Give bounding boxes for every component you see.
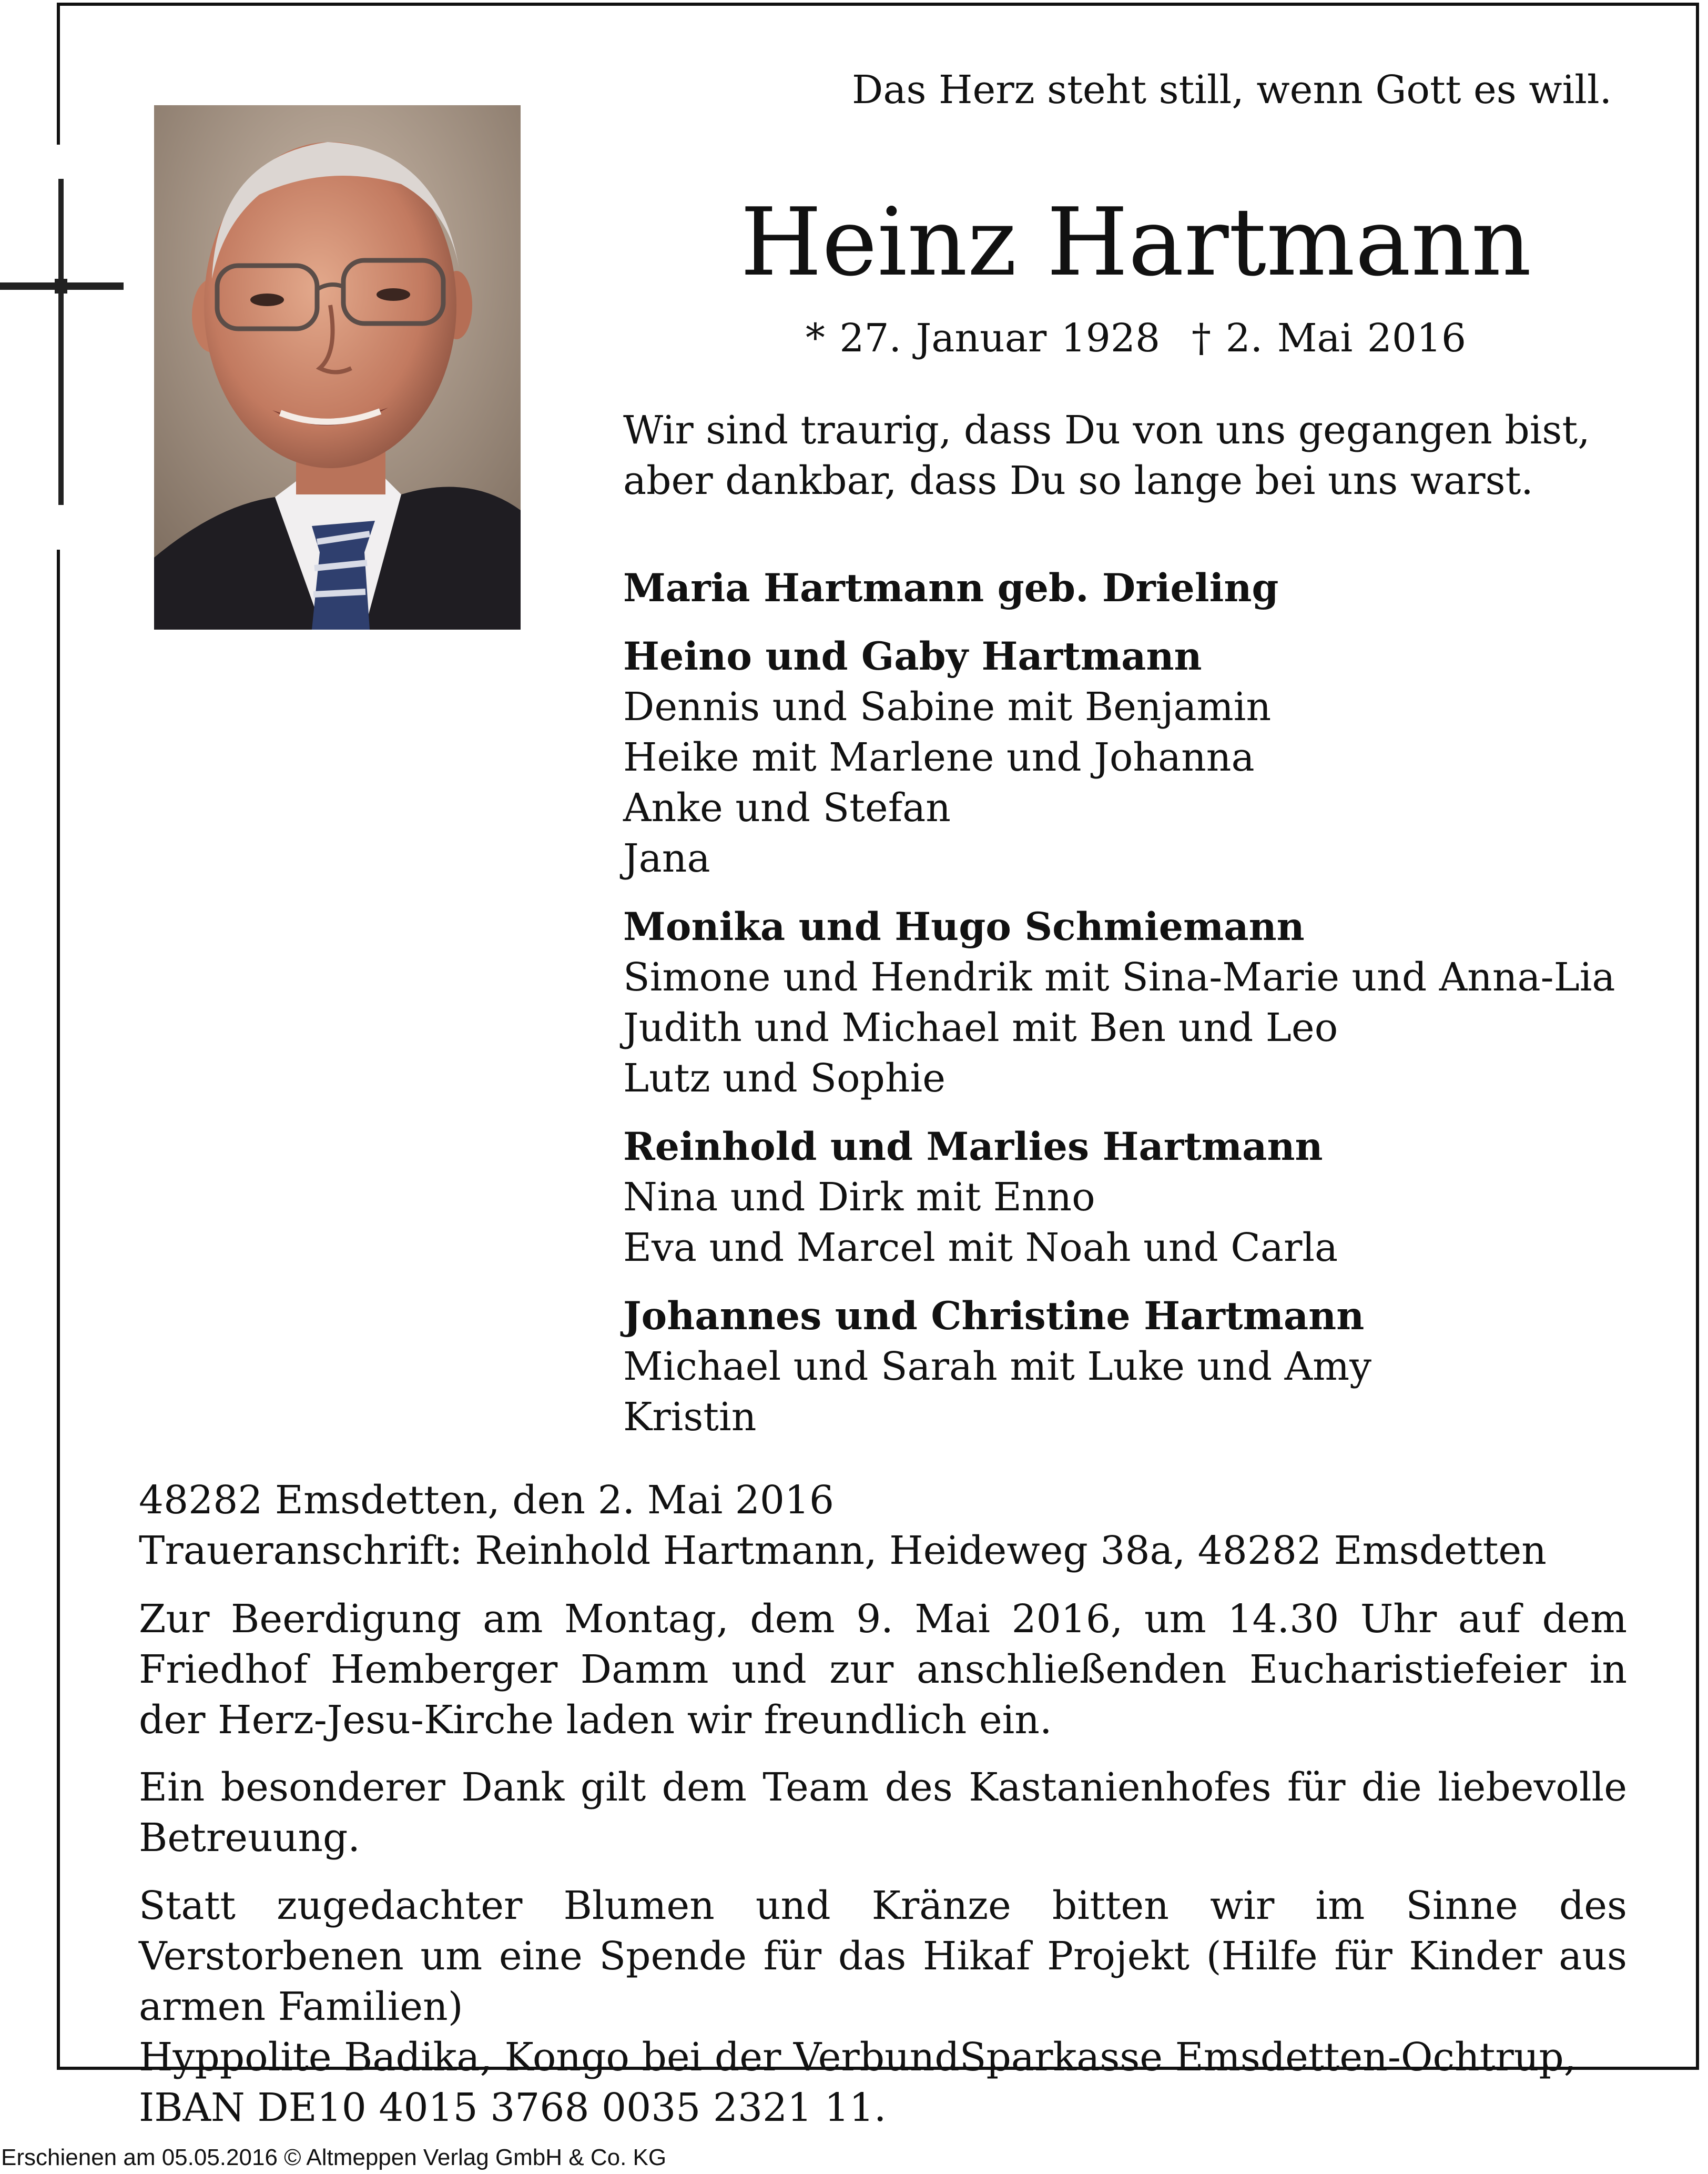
mourner-member: Judith und Michael mit Ben und Leo <box>623 1005 1338 1050</box>
mourner-member: Eva und Marcel mit Noah und Carla <box>623 1225 1338 1270</box>
mourner-group-head: Reinhold und Marlies Hartmann <box>623 1124 1323 1169</box>
mourner-member: Heike mit Marlene und Johanna <box>623 735 1255 780</box>
mourner-group <box>623 902 1615 1104</box>
mourner-group-head: Johannes und Christine Hartmann <box>623 1293 1365 1339</box>
mourner-group <box>623 1291 1615 1442</box>
motto: Das Herz steht still, wenn Gott es will. <box>852 67 1612 113</box>
mourner-member: Michael und Sarah mit Luke und Amy <box>623 1344 1372 1389</box>
birth-date: * 27. Januar 1928 <box>805 316 1161 361</box>
donation-bank: Hyppolite Badika, Kongo bei der VerbundSparkasse Emsdetten-Ochtrup, <box>139 2035 1577 2080</box>
verse-line: Wir sind traurig, dass Du von uns gegangen bist, <box>623 408 1590 453</box>
mourner-group-head: Heino und Gaby Hartmann <box>623 634 1202 679</box>
mourner-member: Anke und Stefan <box>623 785 951 831</box>
death-date: † 2. Mai 2016 <box>1192 316 1467 361</box>
mourners-list <box>623 563 1615 1460</box>
verse-line: aber dankbar, dass Du so lange bei uns warst. <box>623 458 1533 503</box>
portrait-photo <box>154 105 521 630</box>
place-date: 48282 Emsdetten, den 2. Mai 2016 <box>139 1478 835 1523</box>
mourner-group-head: Maria Hartmann geb. Drieling <box>623 565 1279 611</box>
mourner-member: Jana <box>623 836 710 881</box>
mourner-member: Lutz und Sophie <box>623 1056 946 1101</box>
mourner-group <box>623 1121 1615 1273</box>
funeral-paragraph: Zur Beerdigung am Montag, dem 9. Mai 2016, um 14.30 Uhr auf dem Friedhof Hemberger Damm und zur anschließenden Eucharistiefeier in der Herz-Jesu-Kirche laden wir freundlich ein. <box>139 1596 1627 1743</box>
donation-iban: IBAN DE10 4015 3768 0035 2321 11. <box>139 2085 887 2130</box>
mourner-group <box>623 631 1615 884</box>
life-dates <box>610 316 1662 361</box>
verse <box>623 405 1590 506</box>
mourner-group <box>623 563 1615 613</box>
donation-text: Statt zugedachter Blumen und Kränze bitten wir im Sinne des Verstorbenen um eine Spende für das Hikaf Projekt (Hilfe für Kinder aus armen Familien) <box>139 1883 1627 2029</box>
mourner-member: Nina und Dirk mit Enno <box>623 1175 1095 1220</box>
publication-footer: Erschienen am 05.05.2016 © Altmeppen Verlag GmbH & Co. KG <box>1 2145 667 2170</box>
deceased-name: Heinz Hartmann <box>740 188 1532 297</box>
mourner-member: Simone und Hendrik mit Sina-Marie und Anna-Lia <box>623 955 1615 1000</box>
frame-left-edge-bottom <box>57 550 60 2070</box>
mourning-address: Traueranschrift: Reinhold Hartmann, Heideweg 38a, 48282 Emsdetten <box>139 1528 1547 1573</box>
mourner-member: Kristin <box>623 1394 757 1440</box>
frame-left-edge-top <box>57 3 60 145</box>
thanks-paragraph: Ein besonderer Dank gilt dem Team des Kastanienhofes für die liebevolle Betreuung. <box>139 1765 1627 1860</box>
mourner-group-head: Monika und Hugo Schmiemann <box>623 904 1305 949</box>
place-and-address <box>139 1475 1547 1576</box>
donation-paragraph <box>139 1880 1627 2133</box>
mourner-member: Dennis und Sabine mit Benjamin <box>623 684 1272 730</box>
cross-icon <box>0 179 126 505</box>
